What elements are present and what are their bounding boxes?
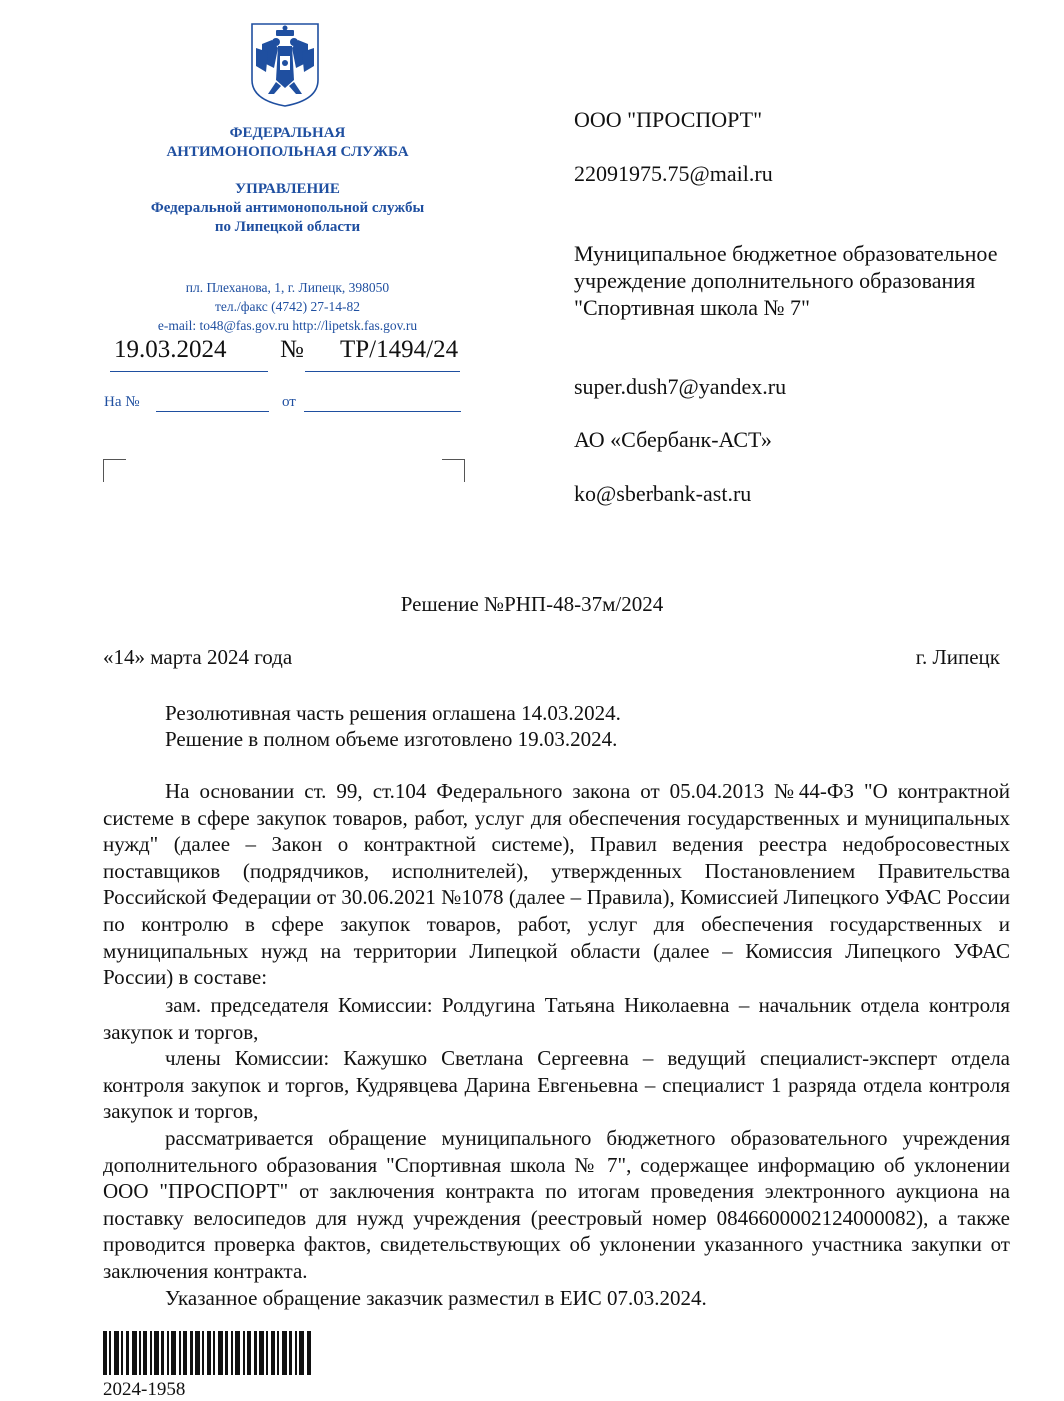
registration-number: ТР/1494/24: [340, 336, 459, 363]
registration-date: 19.03.2024: [114, 336, 227, 363]
email-website: e-mail: to48@fas.gov.ru http://lipetsk.fas.gov.ru: [157, 318, 418, 333]
addressee-operator: АО «Сбербанк-АСТ»: [574, 427, 772, 452]
addressee-school: Муниципальное бюджетное образовательное учреждение дополнительного образования "Спортивная школа № 7": [574, 241, 998, 320]
decision-title: Решение №РНП-48-37м/2024: [400, 592, 664, 616]
addressee-operator-email[interactable]: ko@sberbank-ast.ru: [574, 481, 752, 506]
agency-line-2: АНТИМОНОПОЛЬНАЯ СЛУЖБА: [166, 144, 409, 160]
decision-date: «14» марта 2024 года: [103, 645, 293, 669]
barcode-number: 2024-1958: [103, 1379, 186, 1400]
department-line-2: Федеральной антимонопольной службы: [150, 200, 425, 216]
address-corner-right: [442, 459, 465, 482]
barcode-icon: [103, 1331, 313, 1375]
postal-address: пл. Плеханова, 1, г. Липецк, 398050: [185, 280, 390, 295]
agency-name: [150, 124, 425, 162]
paragraph-chair: зам. председателя Комиссии: Ролдугина Татьяна Николаевна – начальник отдела контроля закупок и торгов,: [103, 993, 1010, 1044]
emblem-icon: [248, 22, 322, 108]
reg-number-underline: [305, 371, 460, 372]
paragraph-publication: Указанное обращение заказчик разместил в ЕИС 07.03.2024.: [165, 1286, 707, 1310]
department-line-1: УПРАВЛЕНИЕ: [235, 181, 340, 197]
agency-line-1: ФЕДЕРАЛЬНАЯ: [229, 125, 346, 141]
ref-from-label: от: [282, 394, 296, 410]
paragraph-members: члены Комиссии: Кажушко Светлана Сергеевна – ведущий специалист-эксперт отдела контроля закупок и торгов, Кудрявцева Дарина Евгеньевна – специалист 1 разряда отдела контроля закупок и торгов,: [103, 1046, 1010, 1124]
addressee-company-email[interactable]: 22091975.75@mail.ru: [574, 161, 773, 186]
ref-from-field: [304, 411, 461, 412]
announcement-line: Резолютивная часть решения оглашена 14.03.2024.: [165, 701, 621, 725]
completion-line: Решение в полном объеме изготовлено 19.03.2024.: [165, 727, 618, 751]
decision-city: г. Липецк: [915, 645, 1000, 669]
phone-fax: тел./факс (4742) 27-14-82: [215, 299, 360, 314]
department-line-3: по Липецкой области: [214, 219, 361, 235]
reg-date-underline: [110, 371, 268, 372]
ref-number-field: [156, 411, 269, 412]
contact-block: [110, 278, 465, 335]
paragraph-subject: рассматривается обращение муниципального бюджетного образовательного учреждения дополнительного образования "Спортивная школа № 7", содержащее информацию об уклонении ООО "ПРОСПОРТ" от заключения контракта по итогам проведения электронного аукциона на поставку велосипедов для нужд учреждения (реестровый номер 0846600002124000082), а также проводится проверка фактов, свидетельствующих об уклонении указанного участника закупки от заключения контракта.: [103, 1126, 1010, 1283]
paragraph-basis: На основании ст. 99, ст.104 Федерального закона от 05.04.2013 №44-ФЗ "О контрактной системе в сфере закупок товаров, работ, услуг для обеспечения государственных и муниципальных нужд" (далее – Закон о контрактной системе), Правил ведения реестра недобросовестных поставщиков (подрядчиков, исполнителей), утвержденных Постановлением Правительства Российской Федерации от 30.06.2021 №1078 (далее – Правила), Комиссией Липецкого УФАС России по контролю в сфере закупок товаров, работ, услуг для обеспечения государственных и муниципальных нужд на территории Липецкой области (далее – Комиссия Липецкого УФАС России) в составе:: [103, 779, 1010, 990]
registration-number-sign: №: [280, 336, 304, 363]
ref-number-label: На №: [104, 394, 140, 410]
address-corner-left: [103, 459, 126, 482]
addressee-school-email[interactable]: super.dush7@yandex.ru: [574, 374, 787, 399]
addressee-company: ООО "ПРОСПОРТ": [574, 107, 763, 132]
department-name: [110, 180, 465, 237]
